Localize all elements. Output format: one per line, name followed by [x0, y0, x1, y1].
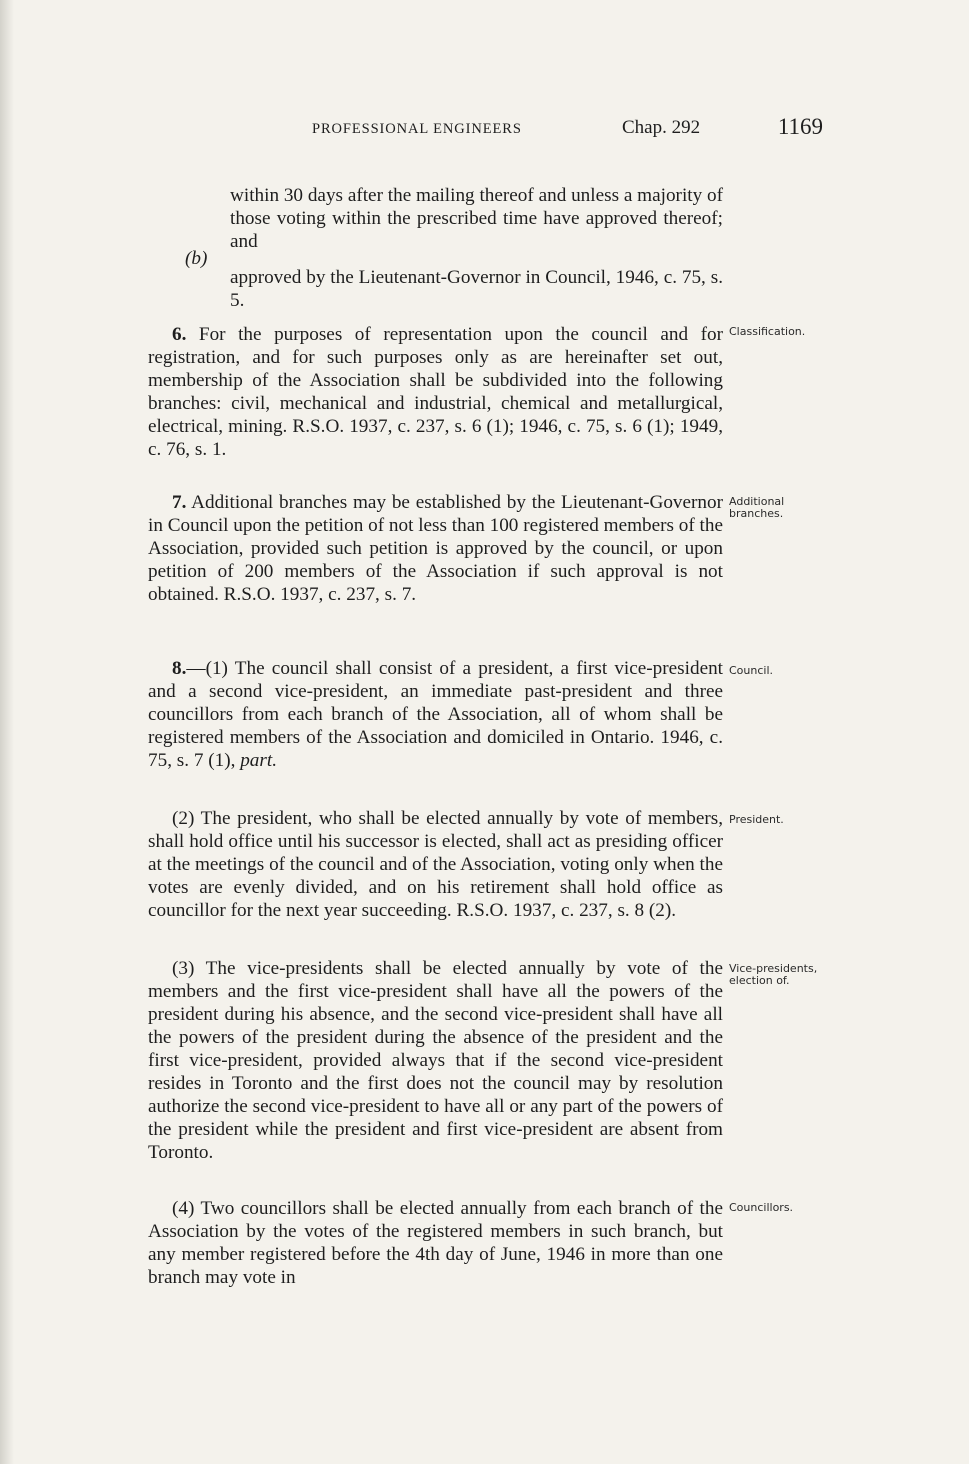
- section-8-1-text: The council shall consist of a president, a first vice-president and a second vice-president, an immediate past-president and three councillors from each branch of the Association, all of whom shall be registered members of the Association and domiciled in Ontario. 1946, c. 75, s. 7 (1),: [148, 658, 724, 771]
- clause-b-label: (b): [185, 248, 208, 269]
- margin-note-councillors: Councillors.: [729, 1201, 794, 1214]
- header-chapter: Chap. 292: [622, 117, 701, 138]
- margin-note-vice-presidents: Vice-presidents, election of.: [729, 962, 818, 987]
- section-8-subsection: —(1): [186, 658, 228, 679]
- scan-edge-shadow: [0, 0, 14, 1464]
- section-6: [148, 323, 723, 461]
- section-8-2-text: (2) The president, who shall be elected annually by vote of members, shall hold office until his successor is elected, shall act as presiding officer at the meetings of the council and of the Association, voting only when the votes are evenly divided, and on his retirement shall hold office as councillor for the next year succeeding. R.S.O. 1937, c. 237, s. 8 (2).: [148, 808, 723, 921]
- clause-b: [185, 247, 723, 331]
- section-7: [148, 491, 723, 606]
- section-7-text: Additional branches may be established by the Lieutenant-Governor in Council upon the petition of not less than 100 registered members of the Association, provided such petition is approved by the council, or upon petition of 200 members of the Association if such approval is not obtained. R.S.O. 1937, c. 237, s. 7.: [148, 492, 723, 605]
- margin-note-additional-branches: Additional branches.: [729, 495, 785, 520]
- section-6-number: 6.: [172, 324, 187, 345]
- section-8-3-text: (3) The vice-presidents shall be elected annually by vote of the members and the first vice-president shall have all the powers of the president during his absence, and the second vice-president shall have all the powers of the president during the absence of the president and the first vice-president, provided always that if the second vice-president resides in Toronto and the first does not the council may by resolution authorize the second vice-president to have all or any part of the powers of the president while the president and first vice-president are absent from Toronto.: [148, 958, 723, 1163]
- margin-note-council: Council.: [729, 664, 774, 677]
- section-8-1-italic-tail: part.: [240, 750, 277, 771]
- section-8-3: [148, 957, 723, 1164]
- continuation-text: within 30 days after the mailing thereof and unless a majority of those voting within the prescribed time have approved thereof; and: [230, 185, 723, 253]
- section-7-number: 7.: [172, 492, 187, 513]
- section-6-text: For the purposes of representation upon the council and for registration, and for such purposes only as are hereinafter set out, membership of the Association shall be subdivided into the following branches: civil, mechanical and industrial, chemical and metallurgical, electrical, mining. R.S.O. 1937, c. 237, s. 6 (1); 1946, c. 75, s. 6 (1); 1949, c. 76, s. 1.: [148, 324, 724, 460]
- running-header: [148, 116, 823, 146]
- margin-note-president: President.: [729, 813, 784, 826]
- clause-b-text: approved by the Lieutenant-Governor in Council, 1946, c. 75, s. 5.: [230, 267, 723, 312]
- section-8-number: 8.: [172, 658, 187, 679]
- margin-note-classification: Classification.: [729, 325, 806, 338]
- section-8-4-text: (4) Two councillors shall be elected annually from each branch of the Association by the votes of the registered members in such branch, but any member registered before the 4th day of June, 1946 in more than one branch may vote in: [148, 1198, 723, 1288]
- section-8-2: [148, 807, 723, 922]
- header-title: PROFESSIONAL ENGINEERS: [312, 121, 522, 137]
- section-8-4: [148, 1197, 723, 1289]
- section-8-1: [148, 657, 723, 772]
- page-number: 1169: [777, 114, 823, 139]
